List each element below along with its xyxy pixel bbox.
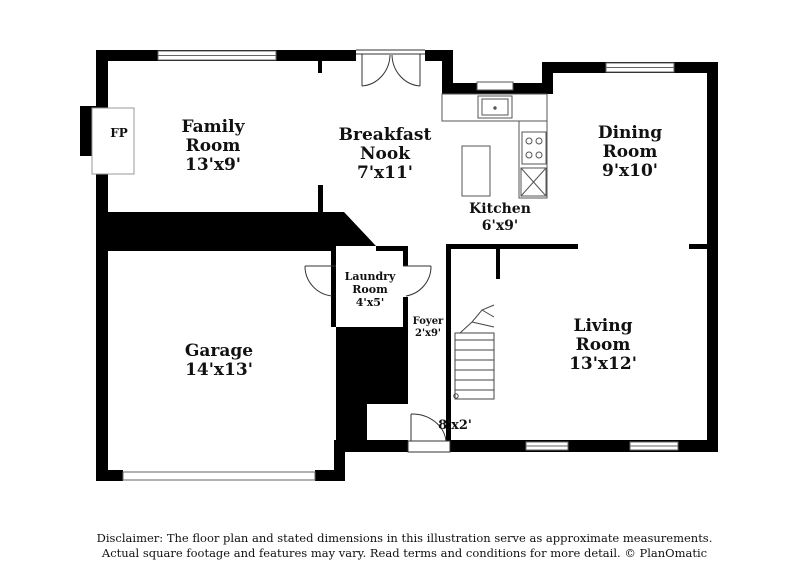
stair-wall-block bbox=[108, 212, 376, 246]
staircase bbox=[454, 305, 494, 399]
kitchen-name: Kitchen bbox=[469, 201, 531, 217]
foyer-name: Foyer bbox=[412, 316, 444, 327]
exterior-walls bbox=[80, 50, 718, 481]
family-room-name-1: Family bbox=[181, 117, 245, 137]
kitchen-island bbox=[462, 146, 490, 196]
laundry-room-dims: 4'x5' bbox=[355, 296, 385, 309]
living-room-name-2: Room bbox=[575, 335, 631, 355]
windows bbox=[123, 51, 678, 480]
living-room-dims: 13'x12' bbox=[569, 354, 637, 374]
disclaimer-line-2: Actual square footage and features may vary. Read terms and conditions for more detail. © PlanOmatic bbox=[101, 546, 708, 560]
breakfast-nook-name-1: Breakfast bbox=[338, 125, 432, 145]
entry-dims: 8'x2' bbox=[438, 418, 472, 433]
dining-room-name-1: Dining bbox=[597, 123, 663, 143]
fireplace-label: FP bbox=[110, 126, 128, 140]
french-door bbox=[356, 50, 425, 86]
closet-block bbox=[336, 327, 408, 404]
laundry-room-name-2: Room bbox=[352, 283, 388, 296]
fireplace-hearth bbox=[92, 108, 134, 174]
foyer-dims: 2'x9' bbox=[414, 328, 442, 339]
breakfast-nook-dims: 7'x11' bbox=[356, 163, 414, 183]
dining-room-name-2: Room bbox=[602, 142, 658, 162]
kitchen-dims: 6'x9' bbox=[481, 218, 519, 234]
breakfast-nook-name-2: Nook bbox=[360, 144, 410, 164]
laundry-room-name-1: Laundry bbox=[344, 270, 396, 283]
living-room-name-1: Living bbox=[573, 316, 633, 336]
garage-dims: 14'x13' bbox=[185, 360, 253, 380]
family-room-name-2: Room bbox=[185, 136, 241, 156]
dining-room-dims: 9'x10' bbox=[601, 161, 659, 181]
closet-block-lower bbox=[336, 404, 367, 444]
family-room-dims: 13'x9' bbox=[184, 155, 242, 175]
garage-name: Garage bbox=[184, 341, 254, 361]
disclaimer-line-1: Disclaimer: The floor plan and stated dimensions in this illustration serve as approximate measurements. bbox=[96, 531, 713, 545]
